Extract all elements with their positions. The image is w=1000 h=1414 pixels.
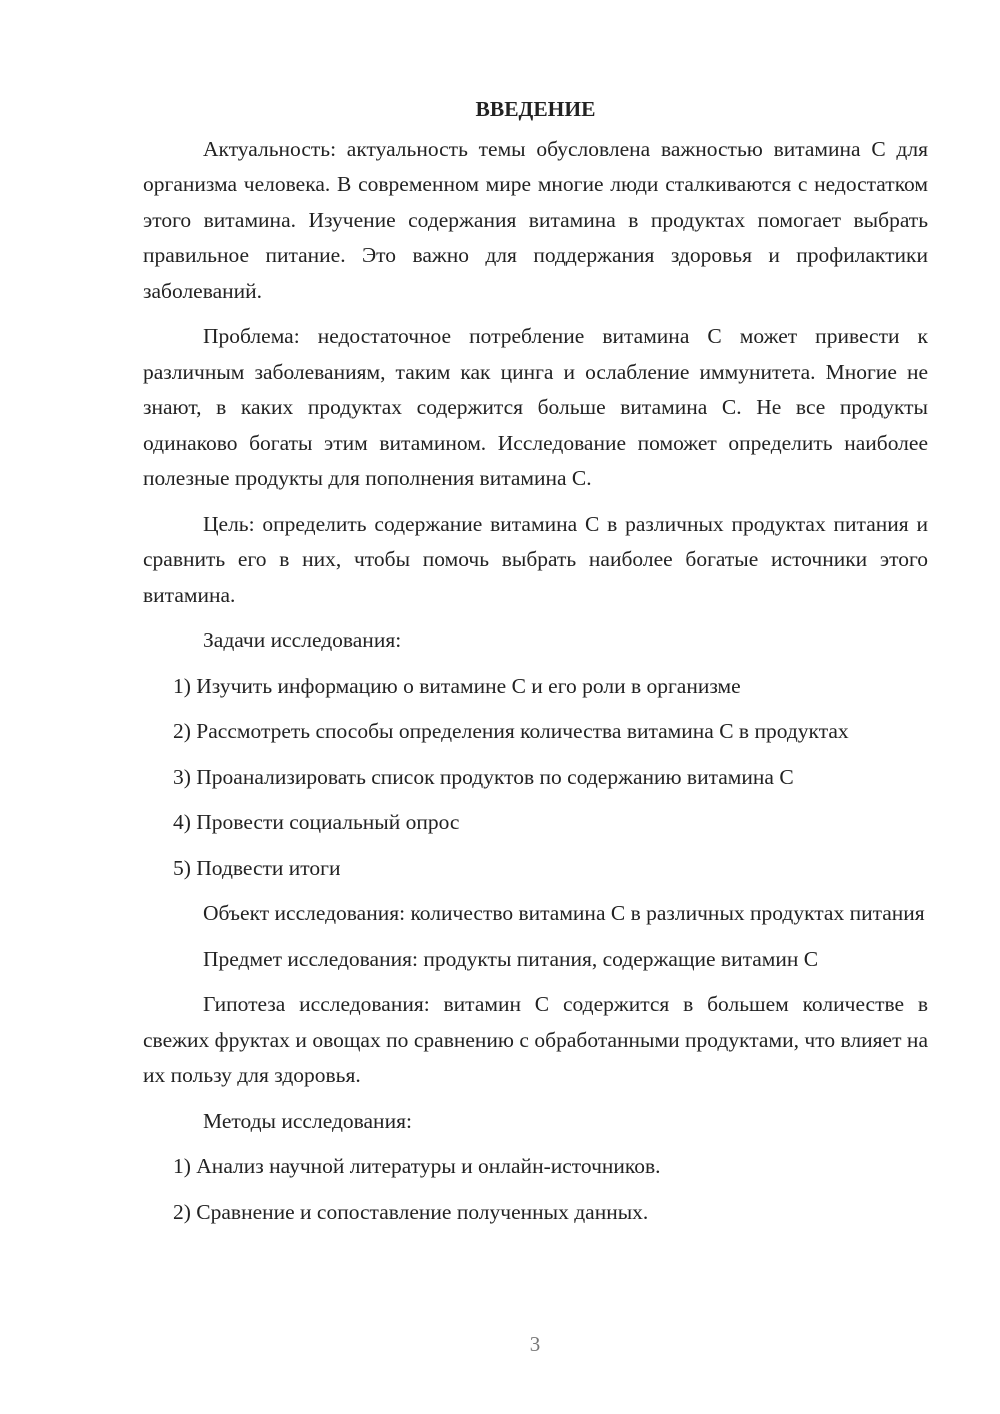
task-item-2: 2) Рассмотреть способы определения количества витамина C в продуктах (173, 719, 849, 743)
page-number: 3 (529, 1332, 541, 1356)
hypothesis-paragraph: Гипотеза исследования: витамин C содержится в большем количестве в свежих фруктах и овощах по сравнению с обработанными продуктами, что влияет на их пользу для здоровья. (143, 992, 928, 1087)
problem-paragraph: Проблема: недостаточное потребление витамина C может привести к различным заболеваниям, таким как цинга и ослабление иммунитета. Многие не знают, в каких продуктах содержится больше витамина C. Не все продукты одинаково богаты этим витамином. Исследование поможет определить наиболее полезные продукты для пополнения витамина C. (143, 324, 928, 490)
object-paragraph: Объект исследования: количество витамина C в различных продуктах питания (203, 901, 925, 925)
tasks-heading: Задачи исследования: (203, 628, 402, 652)
section-title: ВВЕДЕНИЕ (475, 97, 596, 121)
goal-paragraph: Цель: определить содержание витамина C в различных продуктах питания и сравнить его в них, чтобы помочь выбрать наиболее богатые источники этого витамина. (143, 511, 928, 607)
method-item-1: 1) Анализ научной литературы и онлайн-источников. (173, 1154, 661, 1178)
task-item-1: 1) Изучить информацию о витамине C и его роли в организме (173, 673, 741, 698)
task-item-5: 5) Подвести итоги (173, 855, 341, 880)
task-item-3: 3) Проанализировать список продуктов по содержанию витамина C (173, 764, 794, 789)
method-item-2: 2) Сравнение и сопоставление полученных данных. (173, 1199, 649, 1224)
subject-paragraph: Предмет исследования: продукты питания, содержащие витамин C (203, 946, 819, 971)
methods-heading: Методы исследования: (203, 1108, 412, 1133)
task-item-4: 4) Провести социальный опрос (173, 810, 460, 834)
relevance-paragraph: Актуальность: актуальность темы обусловлена важностью витамина C для организма человека. В современном мире многие люди сталкиваются с недостатком этого витамина. Изучение содержания витамина в продуктах помогает выбрать правильное питание. Это важно для поддержания здоровья и профилактики заболеваний. (143, 136, 928, 303)
document-body (143, 92, 928, 1240)
